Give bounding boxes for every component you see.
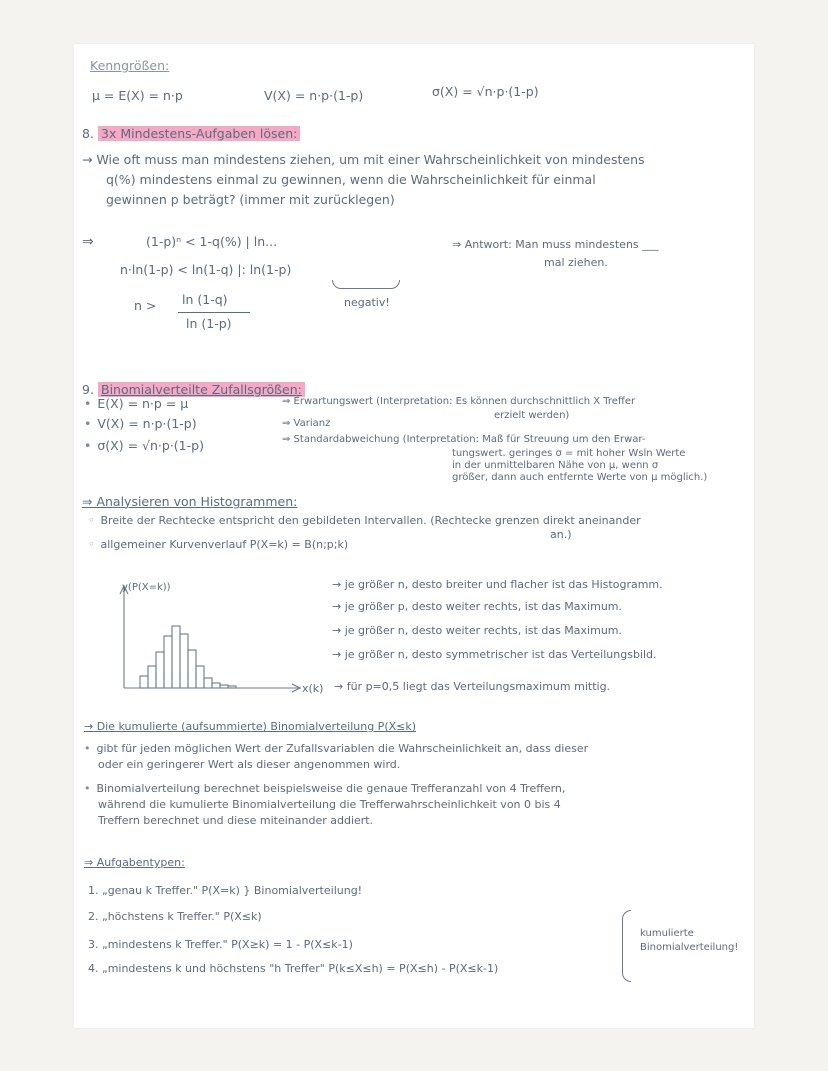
cumulative-label-1: kumulierte — [640, 928, 694, 939]
variance-desc: ⇒ Varianz — [282, 418, 331, 429]
rule-1: → je größer n, desto breiter und flacher ist das Histogramm. — [332, 578, 663, 591]
histogram-bar — [228, 686, 236, 688]
histogram-bar — [204, 678, 212, 688]
cumulative-bullet-2c: Treffern berechnet und diese miteinander addiert. — [98, 814, 374, 827]
section-9-number: 9. — [82, 382, 94, 397]
inequality-2: n·ln(1-p) < ln(1-q) |: ln(1-p) — [120, 262, 292, 277]
histogram-sketch — [114, 580, 314, 694]
histogram-bar — [212, 683, 220, 688]
answer-line-2: mal ziehen. — [544, 256, 608, 269]
section-8-question-3: gewinnen p beträgt? (immer mit zurücklegen) — [106, 192, 395, 207]
inequality-3-lhs: n > — [134, 298, 157, 313]
expectation-formula: • E(X) = n·p = μ — [84, 396, 188, 412]
expectation-desc: ⇒ Erwartungswert (Interpretation: Es können durchschnittlich X Treffer — [282, 396, 636, 407]
cumulative-bullet-2: • Binomialverteilung berechnet beispielsweise die genaue Trefferanzahl von 4 Treffern, — [84, 782, 565, 796]
histogram-point-1: ◦ Breite der Rechtecke entspricht den gebildeten Intervallen. (Rechtecke grenzen direkt aneinander — [88, 514, 641, 528]
sigma-desc-4: größer, dann auch entfernte Werte von μ möglich.) — [452, 472, 708, 483]
task-type-1: 1. „genau k Treffer." P(X=k) } Binomialverteilung! — [88, 884, 363, 897]
histogram-bar — [180, 634, 188, 688]
answer-line-1: ⇒ Antwort: Man muss mindestens ___ — [452, 238, 659, 251]
section-8-question-1: → Wie oft muss man mindestens ziehen, um mit einer Wahrscheinlichkeit von mindestens — [82, 152, 645, 167]
mu-formula: μ = E(X) = n·p — [92, 88, 183, 103]
task-type-4: 4. „mindestens k und höchstens "h Treffer" P(k≤X≤h) = P(X≤h) - P(X≤k-1) — [88, 962, 499, 975]
rule-2: → je größer p, desto weiter rechts, ist das Maximum. — [332, 600, 623, 613]
implies-arrow: ⇒ — [82, 234, 94, 250]
cumulative-bullet-1: • gibt für jeden möglichen Wert der Zufallsvariablen die Wahrscheinlichkeit an, dass dieser — [84, 742, 588, 756]
section-9-heading: Binomialverteilte Zufallsgrößen: — [98, 382, 305, 398]
y-axis-label: y(P(X=k)) — [122, 582, 171, 593]
variance-formula-9: • V(X) = n·p·(1-p) — [84, 416, 197, 432]
task-type-3: 3. „mindestens k Treffer." P(X≥k) = 1 - P(X≤k-1) — [88, 938, 353, 951]
fraction-numerator: ln (1-q) — [182, 292, 228, 307]
expectation-desc-2: erzielt werden) — [494, 410, 570, 421]
histogram-bar — [172, 626, 180, 688]
inequality-1: (1-p)ⁿ < 1-q(%) | ln... — [146, 234, 278, 249]
negative-note: negativ! — [344, 296, 390, 309]
section-8-heading: 3x Mindestens-Aufgaben lösen: — [98, 126, 300, 142]
kenngroessen-title: Kenngrößen: — [90, 58, 170, 73]
histogram-point-2: ◦ allgemeiner Kurvenverlauf P(X=k) = B(n;p;k) — [88, 538, 348, 552]
negative-underbrace — [332, 280, 400, 289]
histogram-bar — [140, 676, 148, 688]
variance-formula: V(X) = n·p·(1-p) — [264, 88, 364, 103]
rule-4: → je größer n, desto symmetrischer ist das Verteilungsbild. — [332, 648, 657, 661]
cumulative-bullet-2b: während die kumulierte Binomialverteilung die Trefferwahrscheinlichkeit von 0 bis 4 — [98, 798, 561, 811]
histogram-bar — [164, 636, 172, 688]
sigma-formula-9: • σ(X) = √n·p·(1-p) — [84, 438, 204, 454]
task-type-2: 2. „höchstens k Treffer." P(X≤k) — [88, 910, 262, 923]
sigma-formula: σ(X) = √n·p·(1-p) — [432, 84, 539, 99]
cumulative-label-2: Binomialverteilung! — [640, 942, 739, 953]
histogram-bar — [148, 666, 156, 688]
sigma-desc: ⇒ Standardabweichung (Interpretation: Maß für Streuung um den Erwar- — [282, 434, 646, 445]
histogram-bar — [196, 666, 204, 688]
sigma-desc-3: in der unmittelbaren Nähe von μ, wenn σ — [452, 460, 659, 471]
histogram-heading: ⇒ Analysieren von Histogrammen: — [82, 494, 298, 509]
cumulative-brace — [622, 910, 631, 982]
histogram-bar — [188, 650, 196, 688]
notebook-page — [74, 44, 754, 1028]
rule-5: → für p=0,5 liegt das Verteilungsmaximum mittig. — [334, 680, 611, 693]
rule-3: → je größer n, desto weiter rechts, ist das Maximum. — [332, 624, 622, 637]
cumulative-bullet-1b: oder ein geringerer Wert als dieser angenommen wird. — [98, 758, 401, 771]
section-8-number: 8. — [82, 126, 94, 141]
histogram-bar — [220, 685, 228, 688]
histogram-bar — [156, 652, 164, 688]
fraction-denominator: ln (1-p) — [186, 316, 232, 331]
section-8-question-2: q(%) mindestens einmal zu gewinnen, wenn die Wahrscheinlichkeit für einmal — [106, 172, 596, 187]
sigma-desc-2: tungswert. geringes σ = mit hoher Wsln Werte — [452, 448, 686, 459]
task-types-heading: ⇒ Aufgabentypen: — [84, 856, 185, 869]
fraction-bar — [178, 312, 250, 313]
x-axis-label: x(k) — [302, 682, 324, 695]
cumulative-heading: → Die kumulierte (aufsummierte) Binomialverteilung P(X≤k) — [84, 720, 417, 733]
histogram-point-1b: an.) — [550, 528, 572, 541]
